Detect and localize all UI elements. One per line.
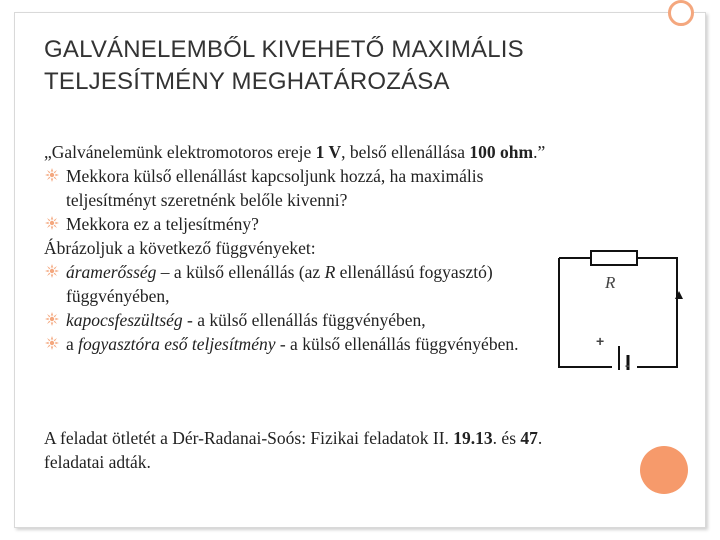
decorative-circle-filled [640, 446, 688, 494]
function-1-text-end: ellenállású fogyasztó) [335, 262, 493, 282]
problem-number-1: 19.13 [453, 428, 493, 448]
sun-bullet-icon [44, 215, 60, 231]
circuit-diagram [545, 242, 690, 377]
function-3-prefix: a [66, 334, 79, 354]
function-2-name: kapocsfeszültség [66, 310, 183, 330]
emf-value: 1 V [315, 142, 342, 162]
sun-bullet-icon [44, 335, 60, 351]
function-3-name: fogyasztóra eső teljesítmény [78, 334, 276, 354]
function-1-text: – a külső ellenállás (az [156, 262, 325, 282]
resistor [591, 251, 637, 265]
battery-minus-sign: - [625, 357, 630, 373]
plot-intro: Ábrázoljuk a következő függvényeket: [44, 238, 316, 258]
footer-line-1 [44, 426, 644, 450]
intro-quote [44, 140, 644, 164]
sun-bullet-icon [44, 311, 60, 327]
footer-text-end: . [537, 428, 543, 448]
function-3-text: - a külső ellenállás függvényében. [275, 334, 519, 354]
resistor-label: R [605, 273, 616, 292]
decorative-circle-outline [668, 0, 694, 26]
function-1-line-2: függvényében, [66, 286, 170, 306]
question-item [44, 164, 644, 212]
question-2: Mekkora ez a teljesítmény? [66, 214, 259, 234]
function-1-name: áramerősség [66, 262, 157, 282]
sun-bullet-icon [44, 263, 60, 279]
slide-title [44, 34, 644, 98]
question-1-line-2: teljesítményt szeretnénk belőle kivenni? [66, 190, 348, 210]
question-item [44, 212, 644, 236]
resistance-variable: R [324, 262, 336, 282]
problem-number-2: 47 [520, 428, 538, 448]
volume-number: II [432, 428, 445, 448]
footer-line-2: feladatai adták. [44, 452, 151, 472]
footer-text-mid: . és [492, 428, 521, 448]
footer-dot: . [444, 428, 454, 448]
footer-text: A feladat ötletét a Dér-Radanai-Soós: Fizikai feladatok [44, 428, 433, 448]
intro-text: „Galvánelemünk elektromotoros ereje [44, 142, 316, 162]
question-1-line-1: Mekkora külső ellenállást kapcsoljunk hozzá, ha maximális [66, 166, 484, 186]
title-line-1: GALVÁNELEMBŐL KIVEHETŐ MAXIMÁLIS [44, 36, 524, 63]
resistance-value: 100 ohm [469, 142, 534, 162]
title-line-2: TELJESÍTMÉNY MEGHATÁROZÁSA [44, 68, 450, 95]
intro-text-mid: , belső ellenállása [341, 142, 470, 162]
source-note [44, 426, 644, 474]
sun-bullet-icon [44, 167, 60, 183]
intro-text-end: .” [533, 142, 546, 162]
battery-plus-sign: + [596, 333, 605, 349]
function-2-text: - a külső ellenállás függvényében, [182, 310, 426, 330]
